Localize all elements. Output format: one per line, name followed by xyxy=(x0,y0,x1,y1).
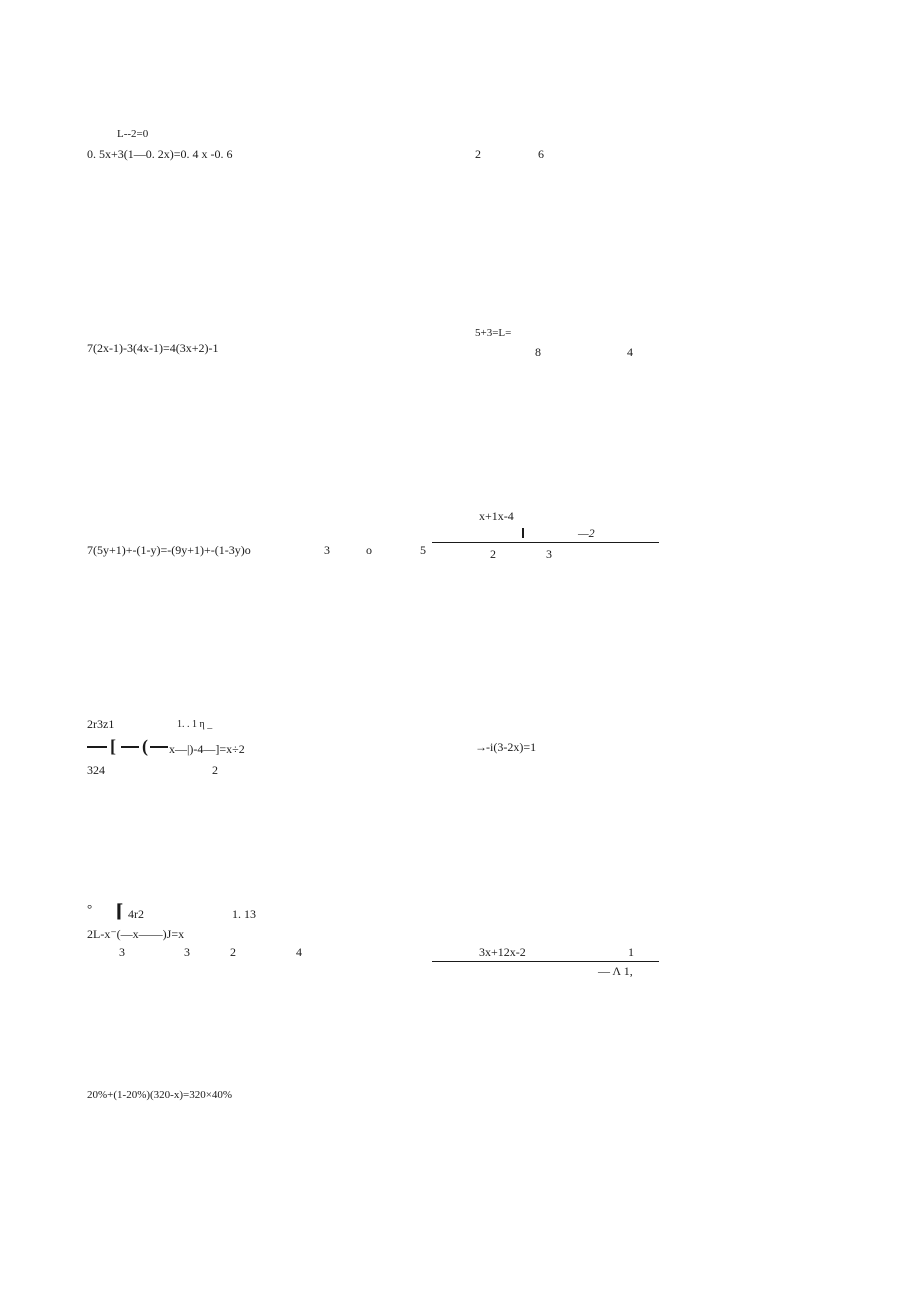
equation-2-denominator-a: 2 xyxy=(475,147,481,161)
equation-8: -i(3-2x)=1 xyxy=(486,740,537,754)
equation-4-denominator-b: 4 xyxy=(627,345,633,359)
equation-9: 2L-x⁻(—x——)J=x xyxy=(87,927,185,941)
equation-5-denominator-b: o xyxy=(366,543,372,557)
equation-10-numerator: 3x+12x-2 xyxy=(479,945,526,959)
equation-4-denominator-a: 8 xyxy=(535,345,541,359)
equation-3: 7(2x-1)-3(4x-1)=4(3x+2)-1 xyxy=(87,341,219,355)
fraction-bar xyxy=(432,542,659,543)
equation-7-numerator: 2r3z1 xyxy=(87,717,115,731)
equation-9-numerator-2: 1. 13 xyxy=(232,907,256,921)
fraction-dash xyxy=(150,746,168,748)
equation-5-denominator-c: 5 xyxy=(420,543,426,557)
equation-1: 0. 5x+3(1—0. 2x)=0. 4 x -0. 6 xyxy=(87,147,233,161)
arrow-icon: → xyxy=(475,740,487,754)
equation-10-denominator: — Λ 1, xyxy=(598,964,633,978)
equation-9-numerator: 4r2 xyxy=(128,907,144,921)
equation-5: 7(5y+1)+-(1-y)=-(9y+1)+-(1-3y)o xyxy=(87,543,251,557)
equation-9-denominator-b: 3 xyxy=(184,945,190,959)
equation-6-right-term: —2 xyxy=(578,526,595,540)
equation-7-denominator-2: 2 xyxy=(212,763,218,777)
fraction-dash xyxy=(87,746,107,748)
equation-4-numerator: 5+3=L= xyxy=(475,327,512,339)
equation-5-denominator-a: 3 xyxy=(324,543,330,557)
equation-7: x—|)-4—]=x÷2 xyxy=(169,742,245,756)
equation-1-numerator: L--2=0 xyxy=(117,128,149,140)
equation-10-numerator-2: 1 xyxy=(628,945,634,959)
equation-7-numerator-2: 1. . 1 η _ xyxy=(177,719,213,730)
fraction-tick xyxy=(522,528,524,538)
equation-6-denominator-a: 2 xyxy=(490,547,496,561)
fraction-dash xyxy=(121,746,139,748)
equation-9-denominator-c: 2 xyxy=(230,945,236,959)
equation-7-denominator: 324 xyxy=(87,763,105,777)
equation-11: 20%+(1-20%)(320-x)=320×40% xyxy=(87,1089,233,1101)
fraction-bar xyxy=(432,961,659,962)
paren-icon: ( xyxy=(142,736,148,756)
equation-2-denominator-b: 6 xyxy=(538,147,544,161)
equation-9-denominator-a: 3 xyxy=(119,945,125,959)
bracket-icon: ⌈ xyxy=(115,901,124,921)
equation-6-denominator-b: 3 xyxy=(546,547,552,561)
equation-6-numerator: x+1x-4 xyxy=(479,509,514,523)
equation-9-denominator-d: 4 xyxy=(296,945,302,959)
degree-mark: ° xyxy=(87,901,93,916)
bracket-icon: [ xyxy=(110,736,116,756)
